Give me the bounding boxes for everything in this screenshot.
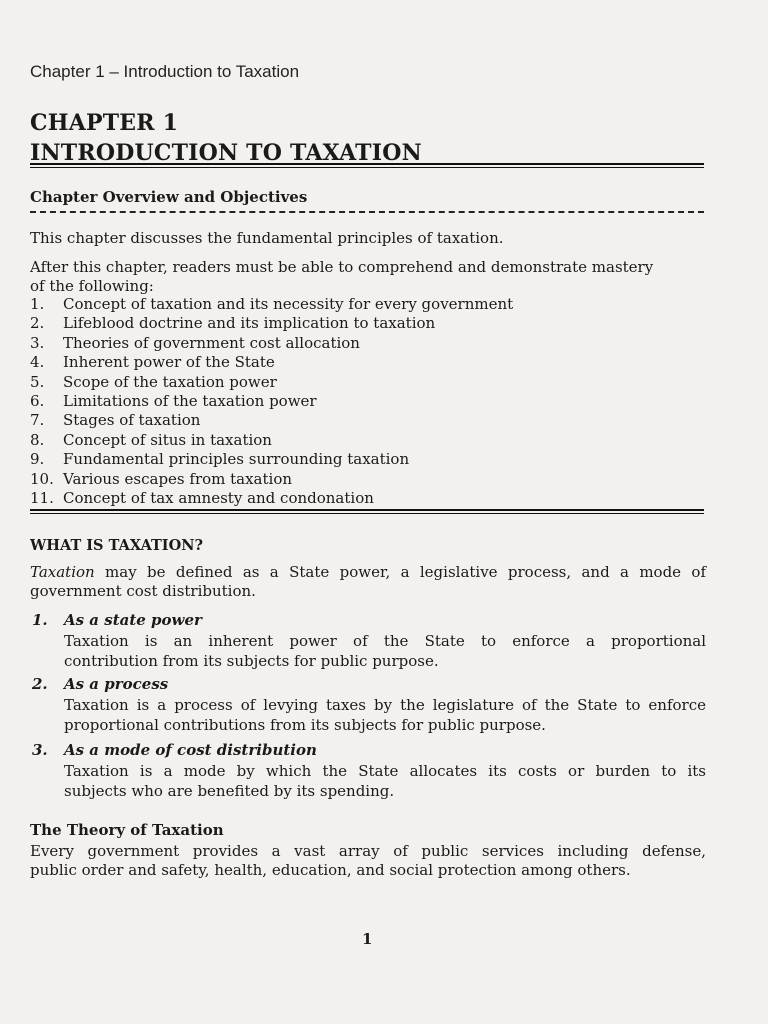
- overview-heading: Chapter Overview and Objectives: [30, 188, 308, 206]
- overview-lead-line2: of the following:: [30, 277, 154, 295]
- definition-title: As a state power: [64, 611, 202, 629]
- what-is-heading: WHAT IS TAXATION?: [30, 537, 203, 554]
- definition-body: Taxation is a process of levying taxes by the legislature of the State to enforce proportional contributions from its subjects for public purpose.: [64, 696, 706, 734]
- definition-title: As a process: [64, 675, 169, 693]
- definition-body: Taxation is an inherent power of the State to enforce a proportional contribution from its subjects for public purpose.: [64, 632, 706, 670]
- definition-body: Taxation is a mode by which the State allocates its costs or burden to its subjects who are benefited by its spending.: [64, 762, 706, 800]
- list-item: 1. Concept of taxation and its necessity for every government: [30, 295, 514, 313]
- definition-line2: government cost distribution.: [30, 582, 256, 600]
- list-item: 3. Theories of government cost allocation: [30, 333, 360, 352]
- chapter-title: [30, 108, 422, 168]
- list-item: 7. Stages of taxation: [30, 411, 201, 430]
- running-head: Chapter 1 – Introduction to Taxation: [30, 62, 300, 81]
- dashed-divider: [30, 211, 704, 213]
- definition-line1: Taxation may be defined as a State power, a legislative process, and a mode of: [30, 563, 706, 581]
- title-rule: [30, 163, 704, 168]
- overview-lead-line1: After this chapter, readers must be able to comprehend and demonstrate mastery: [30, 258, 654, 276]
- chapter-name: INTRODUCTION TO TAXATION: [30, 140, 422, 166]
- list-item: 4. Inherent power of the State: [30, 353, 275, 372]
- list-item: 5. Scope of the taxation power: [30, 372, 277, 391]
- section-rule: [30, 509, 704, 514]
- list-item: 9. Fundamental principles surrounding taxation: [30, 450, 410, 469]
- list-item: 11. Concept of tax amnesty and condonation: [30, 488, 374, 507]
- objectives-list: [30, 295, 706, 508]
- defined-term: Taxation: [30, 563, 95, 581]
- overview-lead: [30, 258, 706, 296]
- list-item: 2. Lifeblood doctrine and its implication to taxation: [30, 314, 436, 333]
- overview-intro: This chapter discusses the fundamental principles of taxation.: [30, 229, 504, 247]
- list-item: 6. Limitations of the taxation power: [30, 391, 317, 410]
- theory-paragraph: Every government provides a vast array of public services including defense, public order and safety, health, education, and social protection among others.: [30, 842, 706, 879]
- list-item: 8. Concept of situs in taxation: [30, 430, 272, 449]
- definition-title: As a mode of cost distribution: [64, 741, 317, 759]
- theory-heading: The Theory of Taxation: [30, 821, 224, 839]
- document-page: Chapter 1 – Introduction to Taxation CHAPTER 1 INTRODUCTION TO TAXATION Chapter Overview and Objectives This chapter discusses the fundamental principles of taxation. After this chapter, readers must be able to comprehend and demonstrate mastery of the following: 1. Concept of taxation and its necessity for every government 2. Lifeblood doctrine and its implication to taxation 3. Theories of government cost allocation 4. Inherent power of the State 5. Scope of the taxation power 6. Limitations of the taxation power 7. Stages of taxation 8. Concept of situs in taxation 9. Fundamental principles surrounding taxation 10. Various escapes from taxation 11. Concept of tax amnesty and condonation WHAT IS TAXATION? Taxation may be defined as a State power, a legislative process, and a mode of government cost distribution. 1. As a state power Taxation is an inherent power of the State to enforce a proportional contribution from its subjects for public purpose. 2. As a process Taxation is a process of levying taxes by the legislature of the State to enforce proportional contributions from its subjects for public purpose. 3. As a mode of cost distribution Taxation is a mode by which the State allocates its costs or burden to its subjects who are benefited by its spending. The Theory of Taxation Every government provides a vast array of public services including defense, public order and safety, health, education, and social protection among others. 1: [30, 62, 706, 948]
- page-number: 1: [362, 930, 373, 948]
- chapter-label: CHAPTER 1: [30, 110, 179, 136]
- list-item: 10. Various escapes from taxation: [30, 469, 293, 488]
